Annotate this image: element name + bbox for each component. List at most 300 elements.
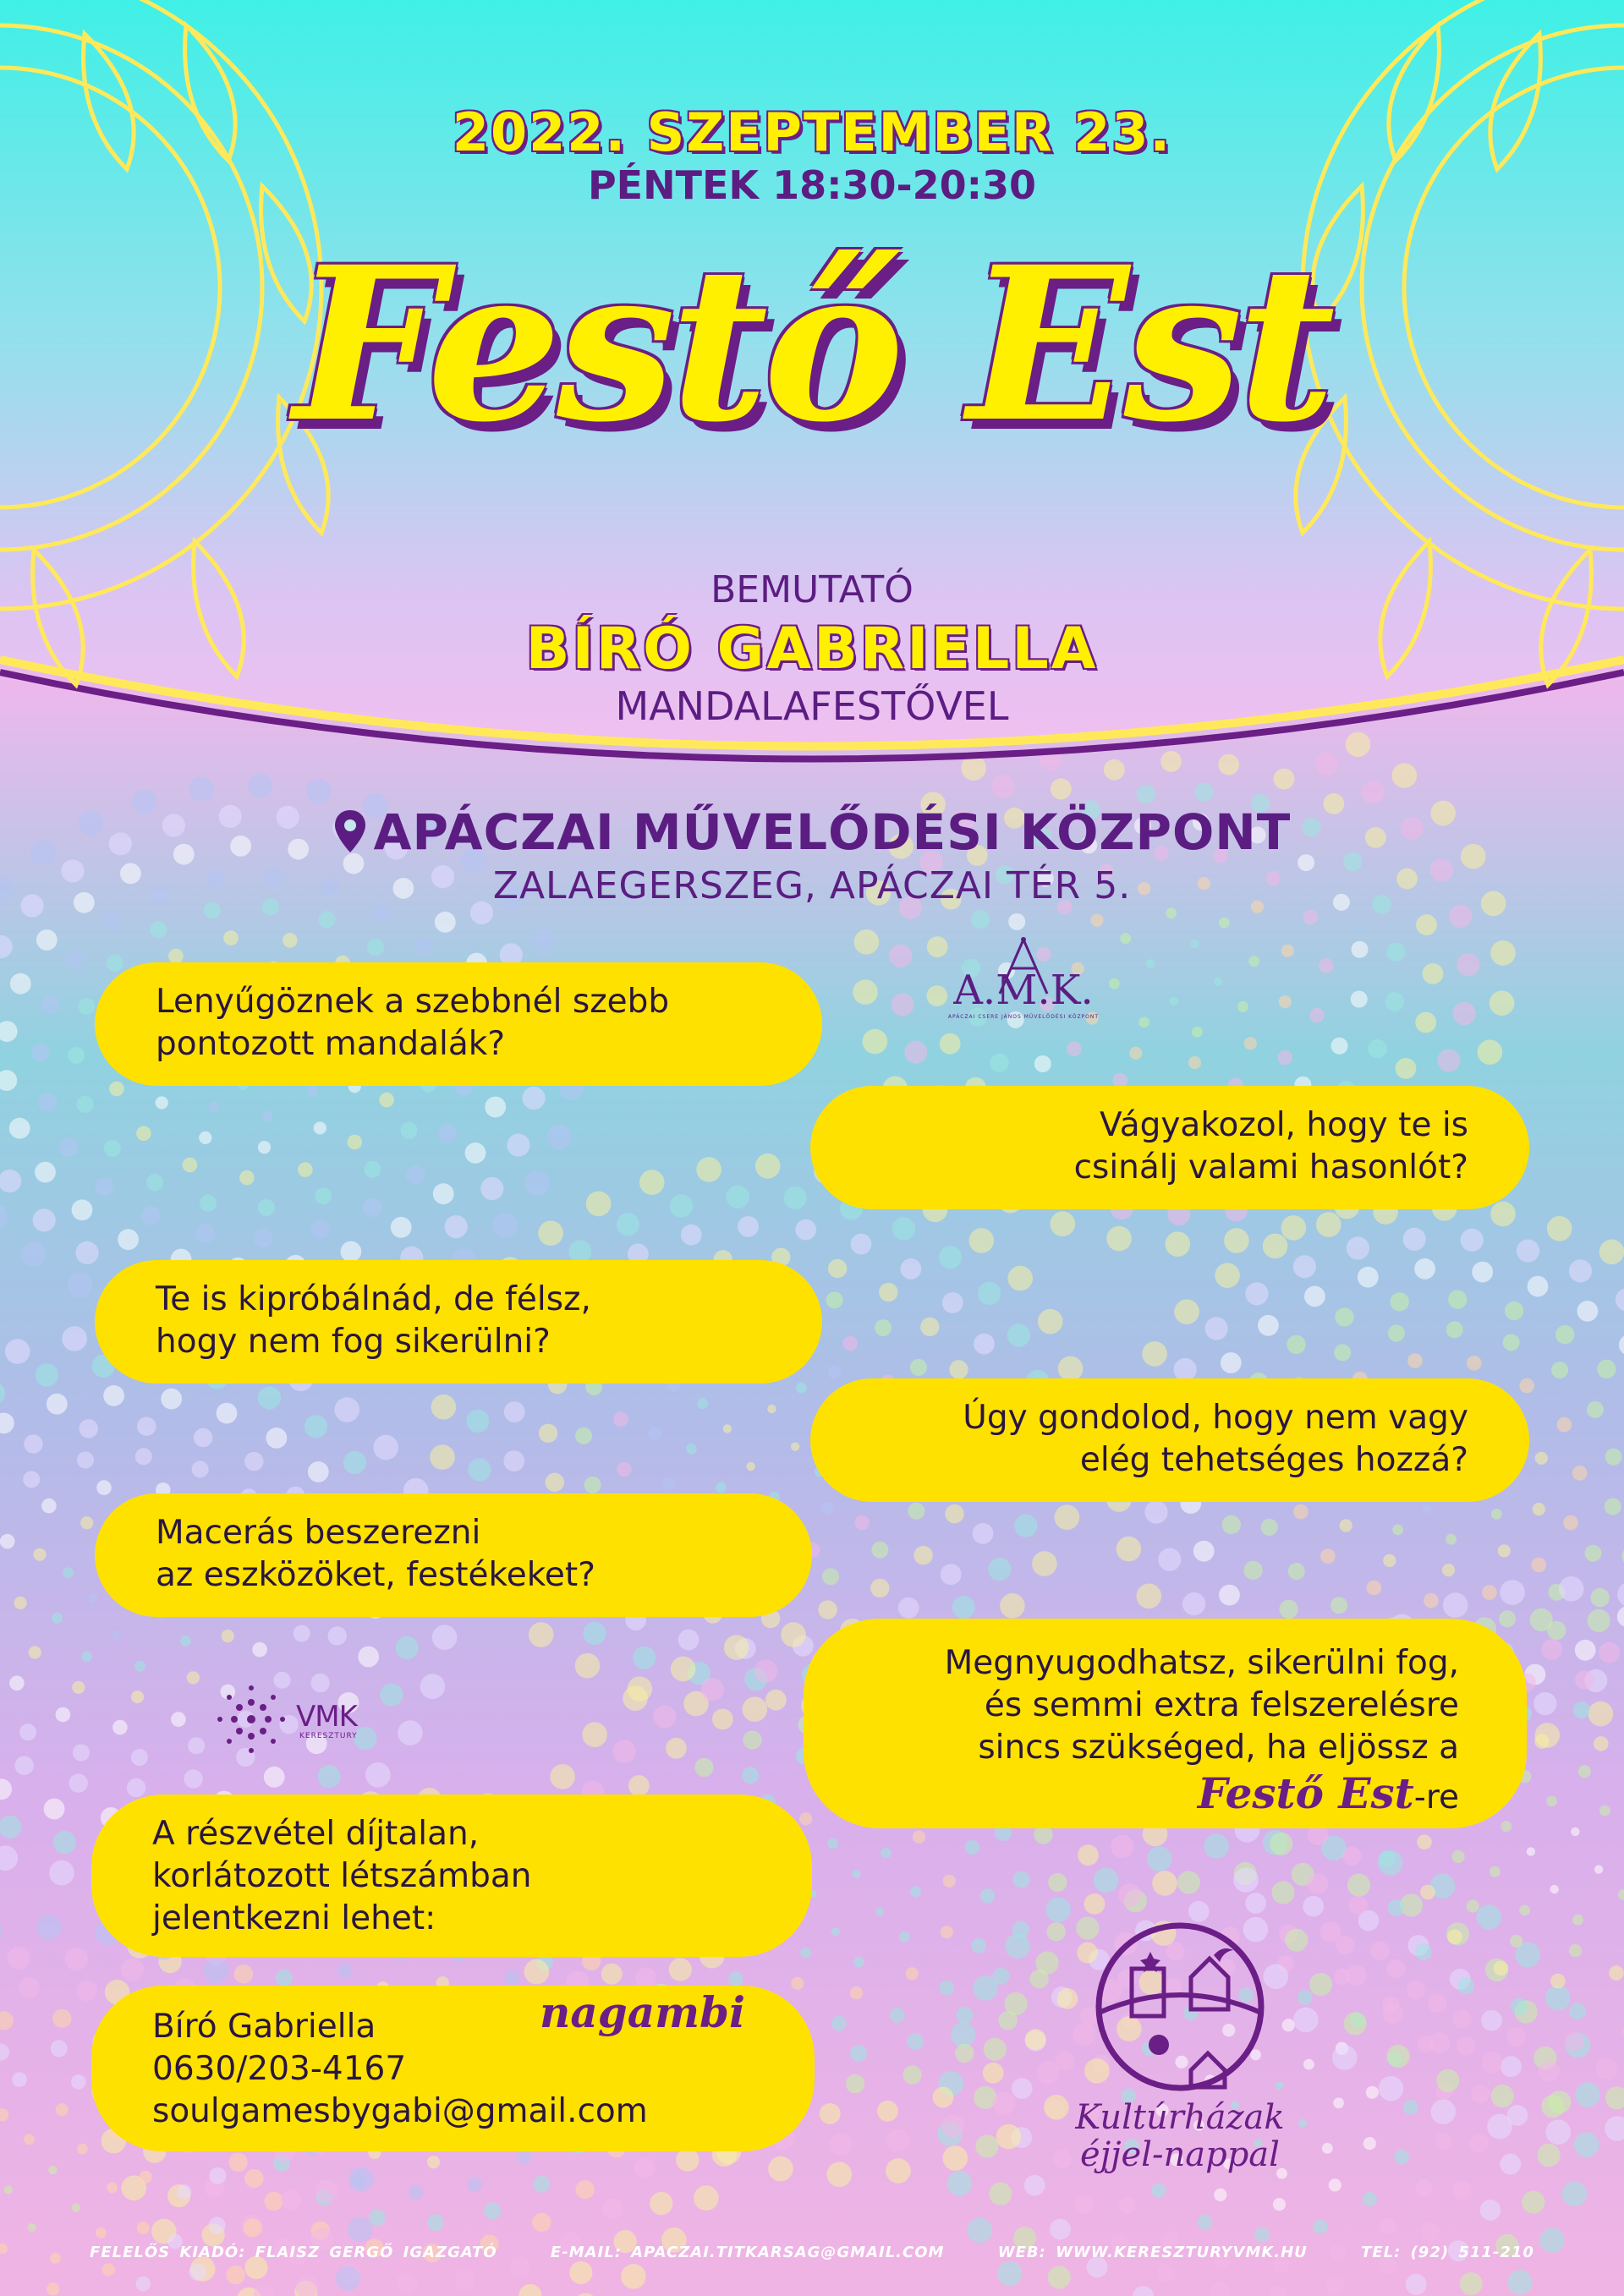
background-dot [1193, 1541, 1215, 1562]
background-dot [1406, 2274, 1427, 2295]
background-dot [575, 1427, 592, 1444]
background-dot [1386, 943, 1405, 962]
contact-phone: 0630/203-4167 [152, 2050, 407, 2088]
background-dot [1279, 995, 1292, 1008]
background-dot [975, 2134, 998, 2157]
background-dot [315, 1187, 332, 1204]
background-dot [1416, 2179, 1433, 2196]
background-dot [1482, 2052, 1503, 2074]
background-dot [842, 1336, 858, 1351]
background-dot [1482, 1585, 1497, 1600]
background-dot [795, 1219, 816, 1241]
background-dot [941, 1926, 953, 1938]
footer-publisher: FELELŐS KIADÓ: FLAISZ GERGŐ IGAZGATÓ [90, 2244, 497, 2261]
background-dot [52, 1613, 63, 1624]
background-dot [258, 1141, 271, 1153]
background-dot [1605, 2116, 1624, 2141]
background-dot [988, 1558, 1011, 1581]
background-dot [51, 2040, 68, 2057]
background-dot [1270, 1833, 1292, 1855]
background-dot [1407, 1353, 1423, 1368]
background-dot [875, 1907, 884, 1915]
background-dot [1133, 2286, 1154, 2296]
contact-email[interactable]: soulgamesbygabi@gmail.com [152, 2092, 648, 2130]
background-dot [1363, 2137, 1376, 2150]
background-dot [0, 2011, 14, 2030]
background-dot [0, 1845, 18, 1871]
background-dot [969, 1228, 995, 1253]
background-dot [107, 2182, 118, 2193]
background-dot [0, 1534, 15, 1549]
background-dot [53, 1831, 76, 1854]
background-dot [1572, 1466, 1588, 1481]
background-dot [437, 1124, 456, 1143]
background-dot [252, 1642, 267, 1658]
background-dot [1533, 1503, 1545, 1515]
background-dot [194, 1428, 212, 1447]
background-dot [1029, 1970, 1048, 1988]
background-dot [1304, 1286, 1325, 1307]
background-dot [1415, 1943, 1432, 1960]
background-dot [1309, 1973, 1332, 1996]
background-dot [1044, 2095, 1069, 2120]
background-dot [1151, 2184, 1166, 2199]
background-dot [1519, 1905, 1530, 1916]
background-dot [1174, 1299, 1199, 1324]
background-dot [1192, 1027, 1203, 1038]
background-dot [1417, 1835, 1432, 1850]
background-dot [980, 1888, 996, 1904]
background-dot [1237, 1001, 1248, 1012]
background-dot [941, 1564, 962, 1585]
background-dot [676, 2149, 699, 2172]
background-dot [136, 2277, 151, 2292]
background-dot [1349, 1896, 1368, 1915]
background-dot [96, 2228, 107, 2238]
background-dot [75, 1241, 98, 1264]
background-dot [81, 1652, 92, 1663]
background-dot [1329, 2178, 1341, 2191]
background-dot [1435, 2133, 1452, 2150]
background-dot [80, 1419, 98, 1438]
background-dot [1352, 941, 1369, 958]
background-dot [21, 1241, 47, 1267]
background-dot [24, 2134, 35, 2145]
background-dot [1490, 940, 1516, 966]
background-dot [1119, 2197, 1136, 2214]
background-dot [743, 1696, 768, 1722]
background-dot [1618, 1889, 1624, 1900]
background-dot [1111, 1835, 1133, 1858]
background-dot [583, 1622, 606, 1645]
background-dot [33, 1208, 56, 1231]
background-dot [899, 1932, 910, 1943]
background-dot [1012, 2078, 1033, 2099]
background-dot [547, 1124, 573, 1149]
answer-suffix: -re [1413, 1778, 1459, 1817]
background-dot [432, 1625, 458, 1650]
background-dot [939, 1246, 962, 1269]
background-dot [890, 2008, 905, 2023]
background-dot [485, 1097, 506, 1118]
background-dot [1166, 907, 1177, 918]
background-dot [435, 912, 456, 933]
background-dot [112, 1631, 120, 1640]
background-dot [663, 1477, 676, 1489]
background-dot [480, 1177, 503, 1200]
background-dot [524, 1959, 550, 1985]
background-dot [767, 1405, 776, 1413]
background-dot [1342, 1847, 1361, 1866]
background-dot [1596, 2058, 1617, 2080]
background-dot [846, 2074, 864, 2093]
background-dot [1507, 2270, 1533, 2295]
background-dot [466, 1410, 489, 1433]
background-dot [358, 1647, 379, 1668]
background-dot [1442, 1564, 1455, 1576]
registration-line-1: A részvétel díjtalan, [152, 1815, 480, 1853]
background-dot [1559, 1576, 1584, 1602]
background-dot [1597, 1360, 1616, 1378]
nagambi-logo: nagambi [540, 1987, 745, 2037]
background-dot [1391, 1292, 1409, 1311]
background-dot [530, 929, 556, 954]
background-dot [1522, 2191, 1544, 2214]
background-dot [943, 2145, 968, 2171]
background-dot [1298, 1990, 1313, 2005]
background-dot [9, 1118, 30, 1139]
background-dot [1494, 1961, 1509, 1976]
background-dot [1541, 1639, 1562, 1660]
background-dot [1370, 1942, 1389, 1960]
background-dot [1545, 1986, 1571, 2011]
background-dot [1347, 1236, 1369, 1259]
background-dot [863, 1029, 888, 1055]
background-dot [1058, 1356, 1084, 1382]
background-dot [343, 1451, 366, 1474]
background-dot [36, 1915, 62, 1940]
background-dot [44, 1799, 65, 1820]
background-dot [142, 1207, 161, 1225]
background-dot [1460, 2272, 1483, 2295]
background-dot [990, 1054, 1008, 1072]
background-dot [199, 1132, 211, 1144]
background-dot [369, 2210, 386, 2227]
background-dot [1452, 2181, 1471, 2200]
background-dot [8, 1947, 30, 1970]
background-dot [1429, 2032, 1450, 2053]
background-dot [1572, 1915, 1583, 1926]
background-dot [1048, 2266, 1071, 2288]
background-dot [1379, 1850, 1396, 1867]
background-dot [1000, 1593, 1025, 1619]
background-dot [63, 1567, 74, 1578]
background-dot [716, 1482, 727, 1493]
background-dot [0, 1778, 12, 1800]
background-dot [1406, 1981, 1424, 1999]
background-dot [80, 1516, 93, 1529]
background-dot [1467, 1899, 1479, 1912]
background-dot [1258, 1315, 1279, 1336]
background-dot [743, 1730, 761, 1749]
background-dot [0, 1918, 3, 1943]
background-dot [41, 995, 59, 1013]
background-dot [420, 1674, 446, 1699]
background-dot [851, 1234, 872, 1255]
background-dot [1147, 1846, 1172, 1871]
background-dot [348, 2167, 374, 2192]
background-dot [503, 1450, 524, 1471]
background-dot [920, 1318, 939, 1336]
background-dot [634, 2157, 656, 2178]
background-dot [1245, 1893, 1266, 1914]
background-dot [1120, 933, 1131, 944]
background-dot [1386, 1959, 1405, 1978]
background-dot [112, 1720, 128, 1735]
background-dot [1575, 2082, 1600, 2107]
background-dot [1271, 1881, 1294, 1904]
background-dot [1273, 2198, 1286, 2211]
background-dot [396, 1636, 419, 1659]
background-dot [31, 1044, 50, 1062]
background-dot [1569, 1259, 1592, 1282]
background-dot [586, 1192, 612, 1217]
background-dot [454, 2270, 475, 2291]
background-dot [903, 2065, 921, 2084]
background-dot [65, 1948, 88, 1970]
background-dot [1577, 1301, 1599, 1322]
background-dot [314, 1121, 326, 1134]
background-dot [1587, 1401, 1604, 1418]
background-dot [27, 2223, 36, 2232]
background-dot [633, 1647, 656, 1669]
background-dot [1219, 918, 1230, 929]
background-dot [886, 2158, 911, 2184]
background-dot [318, 1765, 341, 1788]
background-dot [281, 2189, 302, 2211]
background-dot [171, 1712, 186, 1727]
background-dot [430, 1444, 455, 1470]
background-dot [12, 2072, 27, 2087]
background-dot [29, 1646, 41, 1658]
background-dot [854, 929, 880, 955]
background-dot [971, 910, 990, 929]
background-dot [1303, 1896, 1324, 1917]
background-dot [1423, 1504, 1431, 1513]
background-dot [427, 2156, 440, 2168]
background-dot [1457, 1977, 1474, 1994]
question-bubble-5 [95, 1493, 812, 1617]
background-dot [1379, 2218, 1396, 2235]
background-dot [328, 1626, 347, 1645]
background-dot [1457, 953, 1479, 976]
venue-name-text: APÁCZAI MŰVELŐDÉSI KÖZPONT [373, 803, 1292, 861]
background-dot [1449, 905, 1472, 928]
background-dot [276, 1970, 293, 1986]
kulturhazak-logo [1074, 1918, 1286, 2174]
background-dot [0, 1816, 21, 1838]
background-dot [892, 1217, 915, 1240]
background-dot [104, 1140, 121, 1157]
background-dot [146, 1174, 163, 1191]
background-dot [1472, 1262, 1493, 1283]
background-dot [800, 1948, 811, 1959]
background-dot [1550, 1974, 1566, 1989]
background-dot [96, 1480, 112, 1495]
background-dot [1571, 1827, 1579, 1836]
background-dot [1263, 1234, 1288, 1259]
background-dot [602, 2198, 623, 2219]
background-dot [855, 1515, 870, 1531]
background-dot [264, 2192, 283, 2211]
background-dot [686, 1444, 697, 1455]
background-dot [1437, 1049, 1460, 1072]
background-dot [196, 1224, 215, 1242]
background-dot [1421, 2222, 1440, 2241]
background-dot [1293, 2008, 1319, 2033]
background-dot [0, 1382, 5, 1405]
background-dot [1500, 1580, 1525, 1605]
footer-tel: TEL: (92) 511-210 [1361, 2244, 1534, 2261]
background-dot [65, 950, 84, 968]
background-dot [828, 1366, 841, 1378]
background-dot [989, 2183, 1012, 2206]
background-dot [906, 1967, 919, 1980]
location-pin-icon [333, 808, 367, 854]
background-dot [1084, 1893, 1106, 1915]
background-dot [1446, 1534, 1457, 1545]
background-dot [1285, 1929, 1308, 1952]
background-dot [103, 1385, 124, 1406]
background-dot [952, 1596, 975, 1619]
background-dot [1177, 1871, 1200, 1893]
background-dot [1037, 2061, 1060, 2084]
background-dot [1511, 1998, 1528, 2015]
background-dot [898, 1597, 919, 1619]
background-dot [264, 1767, 285, 1788]
background-dot [137, 1417, 156, 1436]
background-dot [373, 1435, 398, 1460]
background-dot [1619, 1334, 1624, 1356]
background-dot [978, 1282, 1001, 1305]
background-dot [1330, 1597, 1347, 1614]
background-dot [1428, 1994, 1446, 2013]
footer-web[interactable]: WEB: WWW.KERESZTURYVMK.HU [997, 2244, 1308, 2261]
background-dot [575, 2180, 594, 2199]
background-dot [341, 1241, 362, 1263]
background-dot [47, 2282, 59, 2295]
background-dot [1392, 1525, 1403, 1536]
background-dot [0, 935, 13, 958]
background-dot [295, 2276, 318, 2296]
background-dot [1351, 991, 1368, 1008]
background-dot [904, 1041, 927, 1064]
background-dot [1533, 1692, 1556, 1715]
background-dot [1032, 1551, 1057, 1576]
answer-line-2: és semmi extra felszerelésre [984, 1686, 1459, 1724]
background-dot [1588, 1701, 1614, 1727]
background-dot [0, 1021, 18, 1042]
background-dot [821, 1502, 834, 1515]
background-dot [550, 1764, 575, 1789]
background-dot [941, 2115, 964, 2138]
background-dot [653, 1705, 676, 1728]
background-dot [1118, 1883, 1141, 1906]
background-dot [1221, 1352, 1242, 1373]
contact-name: Bíró Gabriella [152, 2008, 376, 2046]
background-dot [507, 1134, 529, 1157]
background-dot [1344, 2012, 1367, 2035]
background-dot [1599, 1806, 1610, 1817]
background-dot [1152, 1871, 1177, 1896]
background-dot [1388, 1325, 1405, 1342]
background-dot [681, 1225, 702, 1246]
presenter-intro: BEMUTATÓ [710, 568, 914, 611]
background-dot [712, 1709, 733, 1730]
footer-email[interactable]: E-MAIL: APACZAI.TITKARSAG@GMAIL.COM [550, 2244, 945, 2261]
background-dot [77, 2144, 88, 2155]
amk-logo [939, 934, 1108, 1036]
background-dot [754, 1659, 777, 1682]
background-dot [539, 1424, 557, 1443]
background-dot [826, 1291, 843, 1308]
background-dot [1051, 1211, 1076, 1236]
background-dot [850, 2045, 867, 2062]
background-dot [1303, 910, 1319, 925]
background-dot [1138, 1017, 1149, 1028]
background-dot [398, 1720, 423, 1745]
background-dot [36, 929, 58, 951]
background-dot [827, 1838, 838, 1849]
background-dot [109, 1082, 124, 1097]
background-dot [852, 1870, 860, 1878]
background-dot [1585, 1545, 1602, 1562]
background-dot [258, 1386, 281, 1409]
background-dot [701, 1678, 724, 1701]
background-dot [1414, 1258, 1435, 1280]
background-dot [1490, 990, 1515, 1016]
background-dot [1609, 1965, 1624, 1981]
background-dot [413, 937, 431, 956]
background-dot [1431, 2099, 1457, 2124]
registration-line-2: korlátozott létszámban [152, 1857, 532, 1895]
background-dot [582, 1722, 607, 1747]
background-dot [1446, 1321, 1463, 1338]
background-dot [294, 1625, 310, 1642]
background-dot [891, 993, 914, 1016]
background-dot [649, 1427, 661, 1440]
background-dot [1254, 2228, 1270, 2243]
background-dot [1416, 914, 1437, 935]
background-dot [1109, 978, 1120, 989]
background-dot [879, 1283, 897, 1301]
background-dot [1569, 2003, 1586, 2019]
answer-line-1: Megnyugodhatsz, sikerülni fog, [944, 1644, 1459, 1682]
question-4-line-2: elég tehetséges hozzá? [1079, 1441, 1468, 1479]
background-dot [1487, 2114, 1512, 2140]
background-dot [76, 1981, 97, 2002]
background-dot [1388, 1899, 1405, 1916]
background-dot [1243, 1561, 1262, 1580]
background-dot [204, 1959, 229, 1984]
background-dot [208, 1102, 219, 1113]
background-dot [1094, 1868, 1119, 1893]
background-dot [796, 1383, 807, 1394]
background-dot [467, 2177, 482, 2192]
background-dot [1477, 1904, 1502, 1930]
kulturhazak-line-1: Kultúrházak [1075, 2098, 1285, 2137]
background-dot [135, 1448, 152, 1465]
